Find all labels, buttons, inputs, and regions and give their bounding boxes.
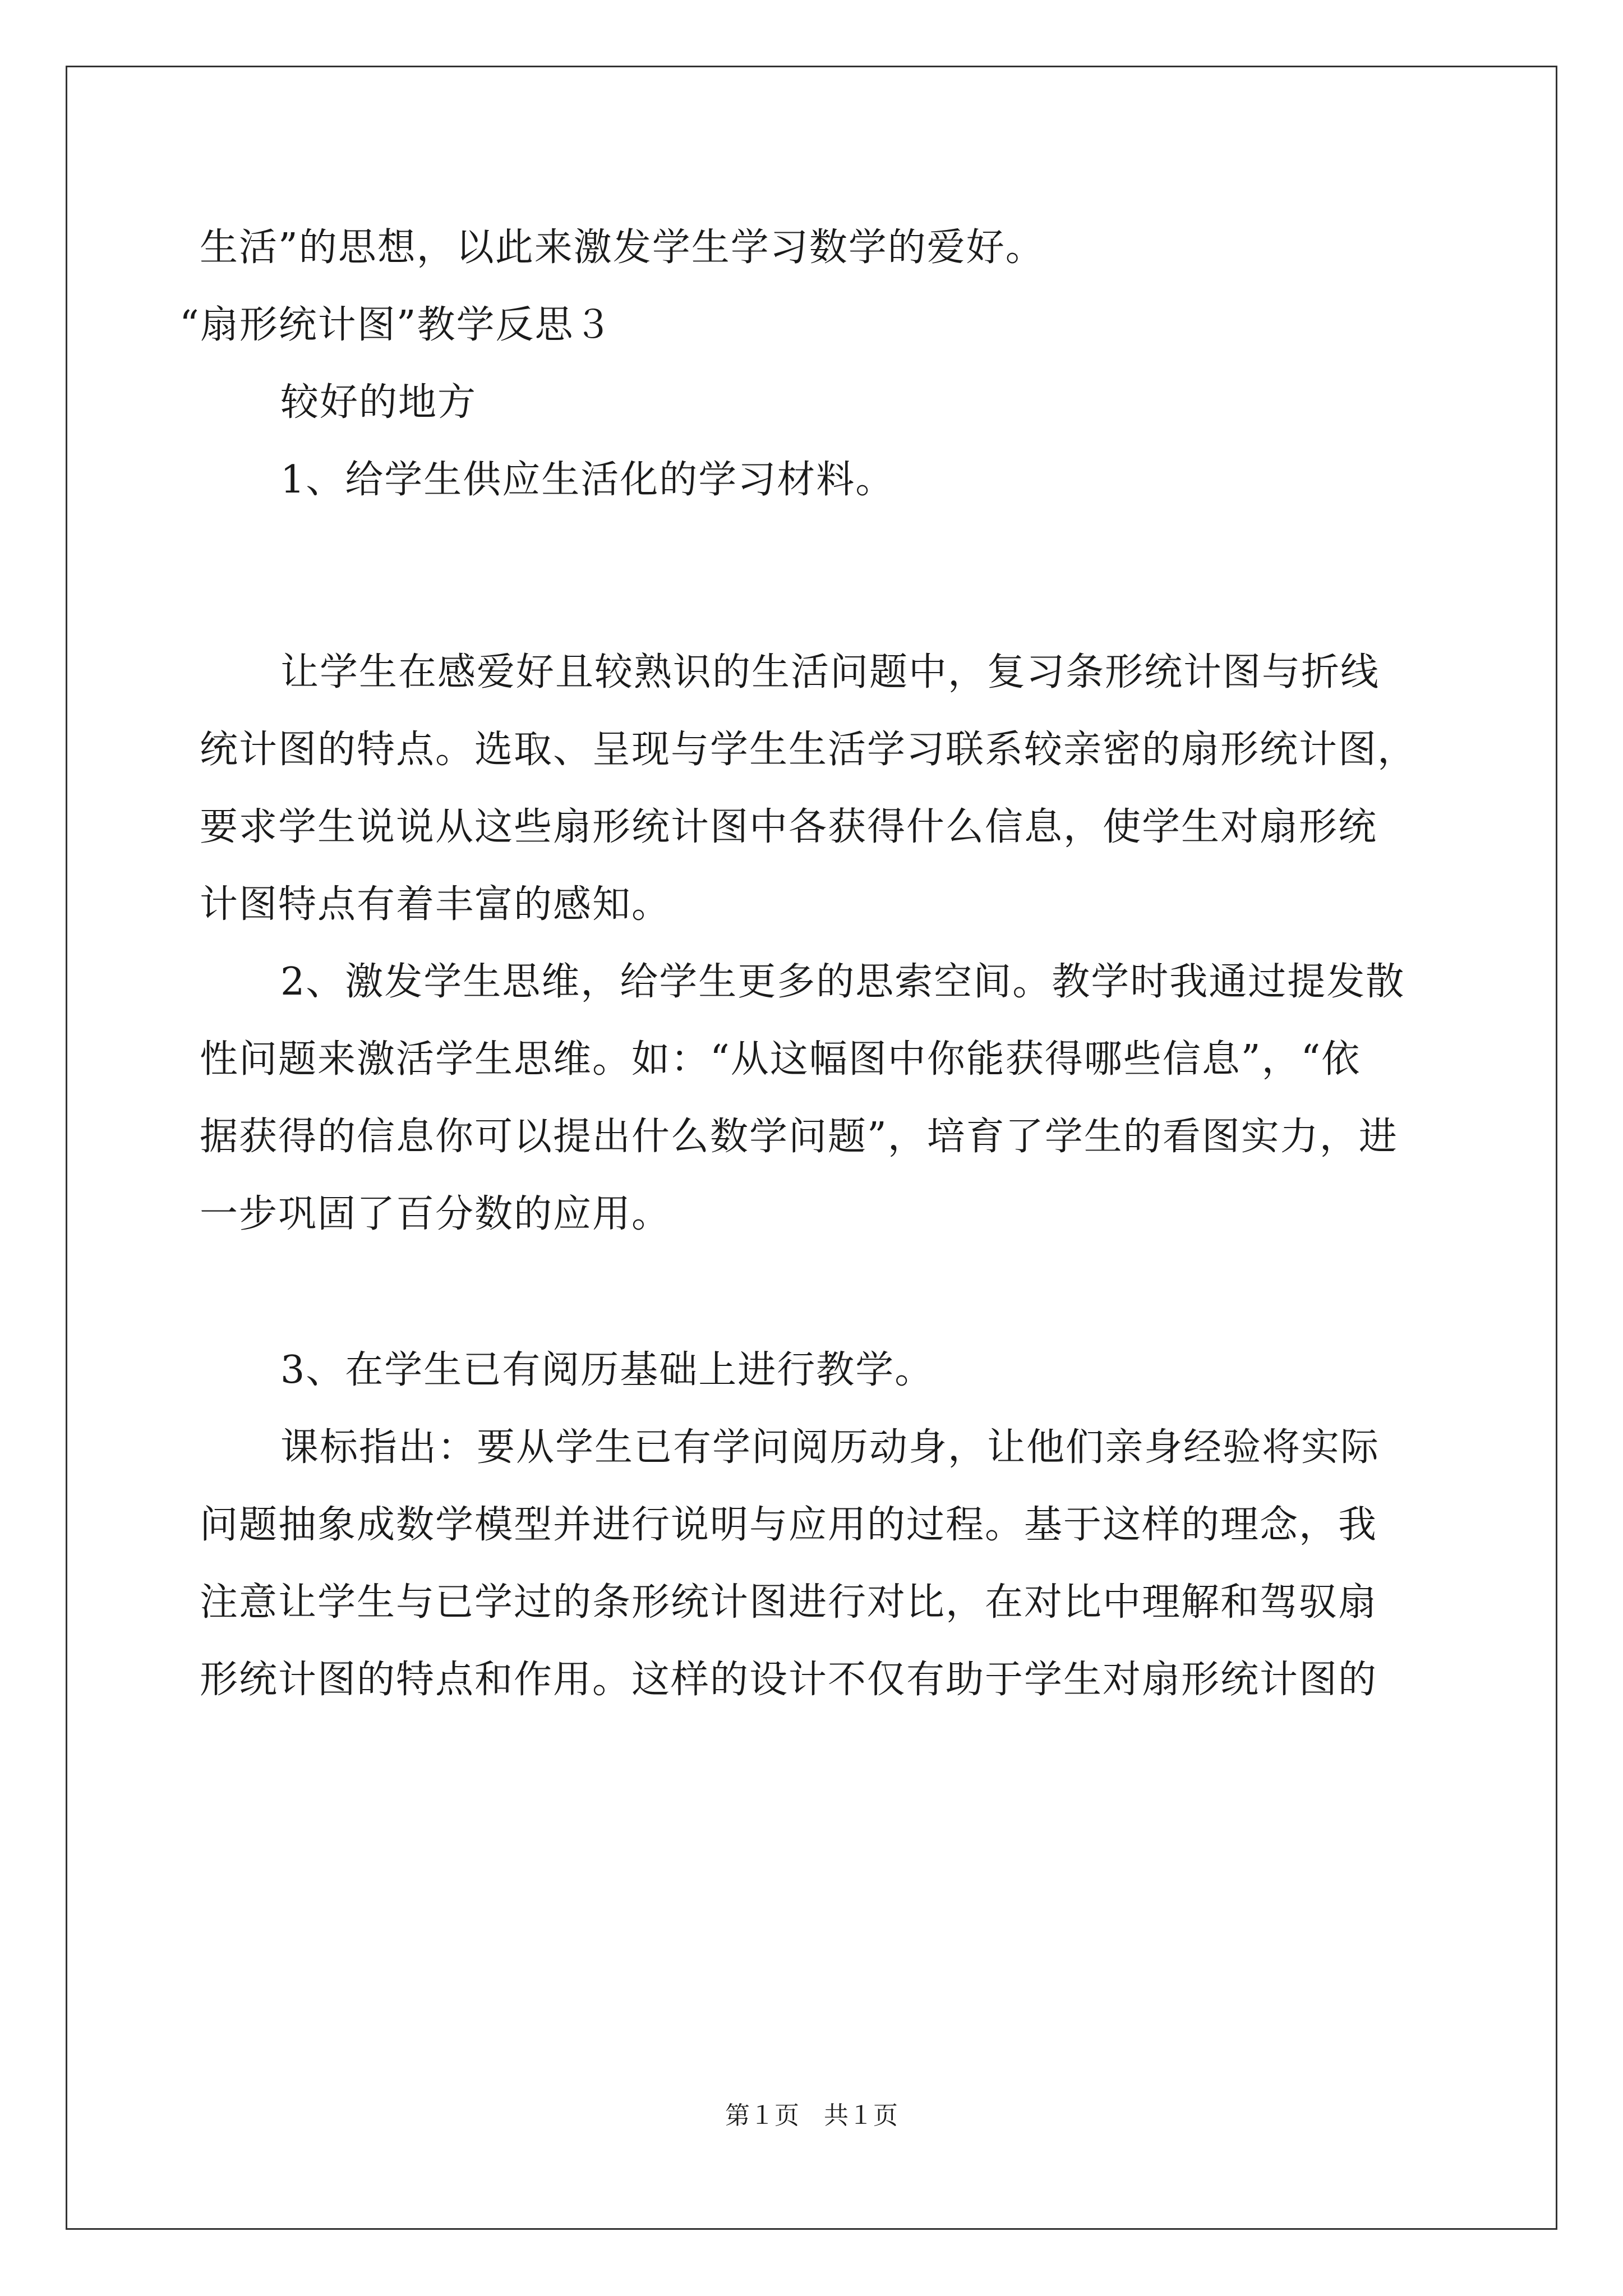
paragraph-line: 问题抽象成数学模型并进行说明与应用的过程。基于这样的理念，我	[200, 1503, 1378, 1547]
paragraph-line: 3、在学生已有阅历基础上进行教学。	[280, 1348, 934, 1392]
paragraph-line: 性问题来激活学生思维。如：“从这幅图中你能获得哪些信息”，“依	[200, 1037, 1361, 1082]
paragraph-line: 要求学生说说从这些扇形统计图中各获得什么信息，使学生对扇形统	[200, 805, 1378, 849]
paragraph-line: 注意让学生与已学过的条形统计图进行对比，在对比中理解和驾驭扇	[200, 1580, 1378, 1625]
page-footer: 第１页 共１页	[725, 2101, 898, 2130]
paragraph-line: 2、激发学生思维，给学生更多的思索空间。教学时我通过提发散	[280, 960, 1405, 1004]
paragraph-line: 一步巩固了百分数的应用。	[200, 1192, 671, 1236]
paragraph-line: 课标指出：要从学生已有学问阅历动身，让他们亲身经验将实际	[280, 1425, 1380, 1470]
paragraph-line: 较好的地方	[280, 380, 477, 425]
paragraph-line: 计图特点有着丰富的感知。	[200, 882, 671, 927]
section-heading: “扇形统计图”教学反思３	[179, 303, 614, 347]
paragraph-line: 让学生在感爱好且较熟识的生活问题中，复习条形统计图与折线	[280, 650, 1380, 694]
paragraph-line: 据获得的信息你可以提出什么数学问题”，培育了学生的看图实力，进	[200, 1115, 1398, 1159]
paragraph-line: 生活”的思想，以此来激发学生学习数学的爱好。	[200, 226, 1045, 270]
paragraph-line: 统计图的特点。选取、呈现与学生生活学习联系较亲密的扇形统计图，	[200, 728, 1417, 772]
paragraph-line: 形统计图的特点和作用。这样的设计不仅有助于学生对扇形统计图的	[200, 1658, 1378, 1702]
paragraph-line: 1、给学生供应生活化的学习材料。	[280, 458, 895, 502]
